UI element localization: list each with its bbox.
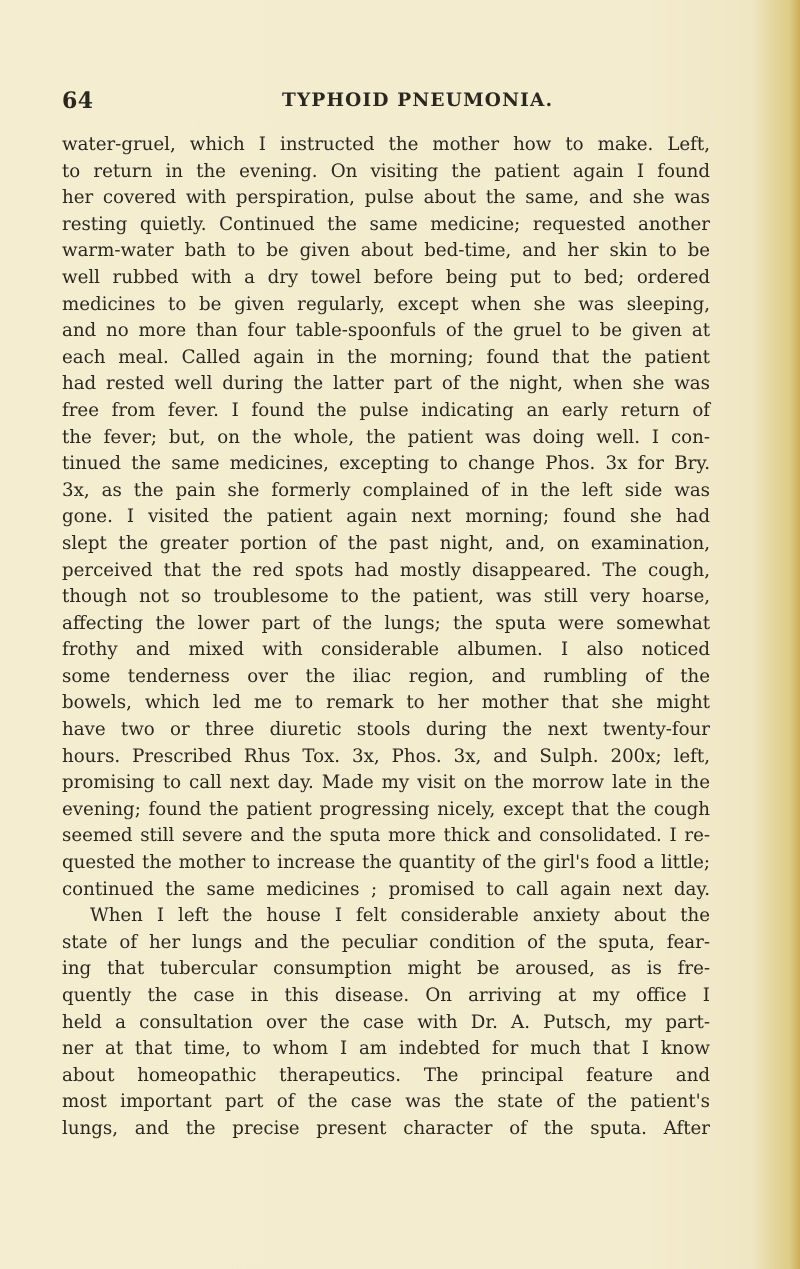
text-line: ner at that time, to whom I am indebted for much that I know: [62, 1038, 710, 1060]
text-line: bowels, which led me to remark to her mother that she might: [62, 692, 710, 714]
text-line: state of her lungs and the peculiar condition of the sputa, fear-: [62, 931, 710, 953]
text-line: affecting the lower part of the lungs; the sputa were somewhat: [62, 612, 710, 634]
text-line: resting quietly. Continued the same medicine; requested another: [62, 213, 710, 235]
text-line: about homeopathic therapeutics. The principal feature and: [62, 1064, 710, 1086]
text-line: water-gruel, which I instructed the mother how to make. Left,: [62, 134, 710, 155]
text-line: 3x, as the pain she formerly complained of in the left side was: [62, 479, 710, 501]
text-line: the fever; but, on the whole, the patient was doing well. I con-: [62, 426, 710, 448]
text-line-paragraph-start: When I left the house I felt considerable anxiety about the: [90, 905, 710, 927]
text-line: her covered with perspiration, pulse about the same, and she was: [62, 187, 710, 209]
text-line: each meal. Called again in the morning; found that the patient: [62, 346, 710, 368]
text-line: evening; found the patient progressing nicely, except that the cough: [62, 798, 710, 820]
running-title: TYPHOID PNEUMONIA.: [282, 90, 554, 111]
text-line: slept the greater portion of the past night, and, on examination,: [62, 532, 710, 554]
text-line: and no more than four table-spoonfuls of the gruel to be given at: [62, 320, 710, 342]
page-header: [0, 88, 800, 114]
text-line: quently the case in this disease. On arriving at my office I: [62, 985, 710, 1006]
text-line: hours. Prescribed Rhus Tox. 3x, Phos. 3x, and Sulph. 200x; left,: [62, 745, 710, 767]
text-line: have two or three diuretic stools during the next twenty-four: [62, 719, 710, 741]
body-text: [62, 132, 710, 1143]
text-line: continued the same medicines ; promised to call again next day.: [62, 878, 710, 900]
text-line: ing that tubercular consumption might be aroused, as is fre-: [62, 958, 710, 980]
text-line: though not so troublesome to the patient, was still very hoarse,: [62, 586, 710, 608]
text-line: lungs, and the precise present character of the sputa. After: [62, 1117, 710, 1139]
text-line: had rested well during the latter part of the night, when she was: [62, 373, 710, 395]
text-line: medicines to be given regularly, except when she was sleeping,: [62, 293, 710, 315]
text-line: seemed still severe and the sputa more thick and consolidated. I re-: [62, 825, 710, 847]
text-line: held a consultation over the case with Dr. A. Putsch, my part-: [62, 1011, 710, 1033]
text-line: some tenderness over the iliac region, and rumbling of the: [62, 665, 710, 687]
text-line: frothy and mixed with considerable albumen. I also noticed: [62, 639, 710, 661]
page-edge-shadow: [790, 0, 800, 1269]
text-line: tinued the same medicines, excepting to change Phos. 3x for Bry.: [62, 453, 710, 475]
text-line: quested the mother to increase the quantity of the girl's food a little;: [62, 852, 710, 874]
text-line: perceived that the red spots had mostly disappeared. The cough,: [62, 559, 710, 581]
text-line: promising to call next day. Made my visit on the morrow late in the: [62, 772, 710, 794]
text-line: free from fever. I found the pulse indicating an early return of: [62, 399, 710, 421]
text-line: warm-water bath to be given about bed-time, and her skin to be: [62, 240, 710, 262]
text-line: to return in the evening. On visiting the patient again I found: [62, 160, 710, 182]
text-line: gone. I visited the patient again next morning; found she had: [62, 506, 710, 528]
text-line: most important part of the case was the state of the patient's: [62, 1091, 710, 1113]
text-line: well rubbed with a dry towel before being put to bed; ordered: [62, 266, 710, 288]
page-number: 64: [62, 88, 94, 114]
